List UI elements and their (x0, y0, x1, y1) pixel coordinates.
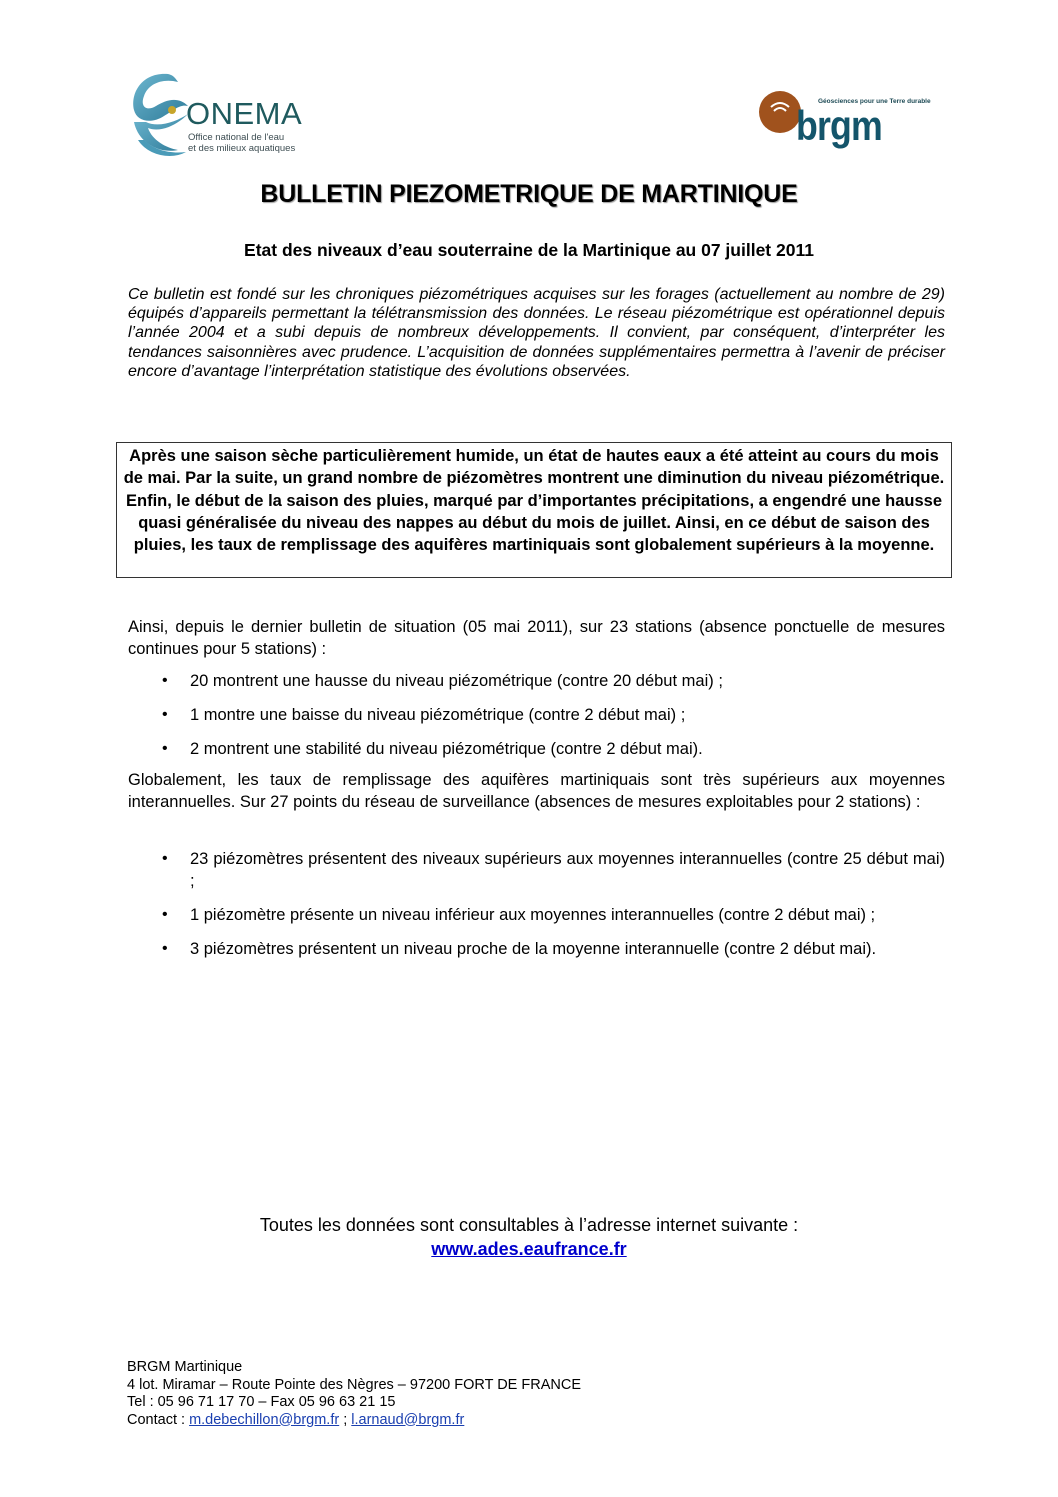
list-item-text: 1 piézomètre présente un niveau inférieur aux moyennes interannuelles (contre 2 début mai) ; (190, 906, 876, 924)
onema-subtitle-line-2: et des milieux aquatiques (188, 143, 296, 154)
onema-wordmark: ONEMA (186, 96, 303, 131)
list-item-text: 3 piézomètres présentent un niveau proche de la moyenne interannuelle (contre 2 début mai). (190, 940, 877, 958)
data-access-text: Toutes les données sont consultables à l’adresse internet suivante : (259, 1215, 799, 1235)
contact-email-2-link[interactable]: l.arnaud@brgm.fr (351, 1411, 465, 1428)
list-item (128, 670, 945, 692)
bullet-icon: • (162, 706, 168, 723)
footer-phone: Tel : 05 96 71 17 70 – Fax 05 96 63 21 15 (127, 1394, 396, 1410)
ades-link[interactable]: www.ades.eaufrance.fr (431, 1239, 627, 1259)
data-access-note (0, 1213, 1058, 1261)
summary-box: Après une saison sèche particulièrement humide, un état de hautes eaux a été atteint au cours du mois de mai. Par la suite, un grand nombre de piézomètres montrent une diminution du niveau piézométrique. Enfin, le début de la saison des pluies, marqué par d’importantes précipitations, a engendré une hausse quasi généralisée du niveau des nappes au début du mois de juillet. Ainsi, en ce début de saison des pluies, les taux de remplissage des aquifères martiniquais sont globalement supérieurs à la moyenne. (116, 442, 952, 578)
list-item (128, 704, 945, 726)
bullet-icon: • (162, 906, 168, 923)
footer-street: 4 lot. Miramar – Route Pointe des Nègres – 97200 FORT DE FRANCE (127, 1376, 581, 1393)
brgm-tagline: Géosciences pour une Terre durable (818, 98, 931, 105)
contact-email-1-link[interactable]: m.debechillon@brgm.fr (189, 1411, 340, 1428)
section1-intro: Ainsi, depuis le dernier bulletin de situation (05 mai 2011), sur 23 stations (absence ponctuelle de mesures continues pour 5 stations) : (128, 618, 945, 658)
bullet-icon: • (162, 672, 168, 689)
footer-contact (127, 1412, 581, 1430)
contact-separator: ; (339, 1411, 352, 1428)
onema-subtitle-line-1: Office national de l'eau (188, 132, 285, 143)
footer-address (127, 1359, 581, 1429)
list-item (128, 848, 945, 892)
footer-org: BRGM Martinique (127, 1359, 243, 1375)
bullet-icon: • (162, 940, 168, 957)
bullet-icon: • (162, 740, 168, 757)
bullet-icon: • (162, 850, 168, 867)
list-item-text: 23 piézomètres présentent des niveaux supérieurs aux moyennes interannuelles (contre 25 début mai) ; (190, 850, 945, 890)
section2-bullet-list (128, 848, 945, 960)
list-item-text: 2 montrent une stabilité du niveau piézométrique (contre 2 début mai). (190, 740, 703, 758)
brgm-wordmark: brgm (796, 102, 882, 149)
list-item (128, 738, 945, 760)
page-title: BULLETIN PIEZOMETRIQUE DE MARTINIQUE (260, 180, 798, 208)
list-item (128, 904, 945, 926)
page-subtitle: Etat des niveaux d’eau souterraine de la Martinique au 07 juillet 2011 (244, 240, 814, 260)
list-item-text: 20 montrent une hausse du niveau piézométrique (contre 20 début mai) ; (190, 672, 723, 690)
section2-intro: Globalement, les taux de remplissage des aquifères martiniquais sont très supérieurs aux moyennes interannuelles. Sur 27 points du réseau de surveillance (absences de mesures exploitables pour 2 stations) : (128, 771, 945, 811)
list-item (128, 938, 945, 960)
brgm-logo (756, 90, 946, 162)
onema-logo (128, 66, 328, 162)
list-item-text: 1 montre une baisse du niveau piézométrique (contre 2 début mai) ; (190, 706, 686, 724)
section1-bullet-list (128, 670, 945, 760)
contact-label: Contact : (127, 1411, 190, 1428)
onema-subtitle (188, 132, 295, 154)
intro-paragraph: Ce bulletin est fondé sur les chroniques piézométriques acquises sur les forages (actuellement au nombre de 29) équipés d’appareils permettant la télétransmission des données. Le réseau piézométrique est opérationnel depuis l’année 2004 et a subi depuis de nombreux développements. Il convient, par conséquent, d’interpréter les tendances saisonnières avec prudence. L’acquisition de données supplémentaires permettra à l’avenir de préciser encore d’avantage l’interprétation statistique des évolutions observées. (128, 286, 945, 380)
